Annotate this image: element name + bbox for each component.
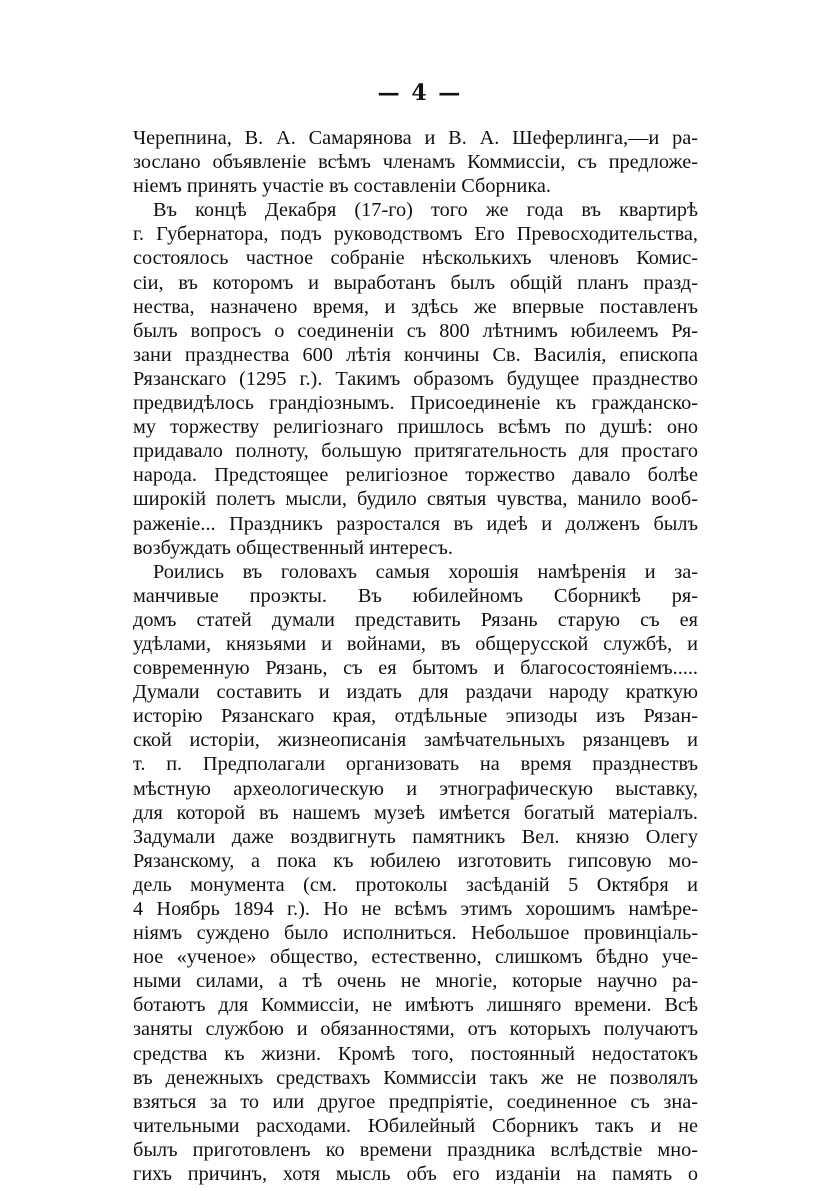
- text-line: Черепнина, В. А. Самарянова и В. А. Шеферлинга,—и ра-: [133, 127, 698, 149]
- text-line: средства къ жизни. Кромѣ того, постоянный недостатокъ: [133, 1042, 698, 1065]
- text-line: ской исторіи, жизнеописанія замѣчательныхъ рязанцевъ и: [133, 729, 698, 752]
- text-line: въ денежныхъ средствахъ Коммиссіи такъ же не позволялъ: [133, 1066, 698, 1089]
- text-line: зослано объявленіе всѣмъ членамъ Коммиссіи, съ предложе-: [133, 151, 698, 174]
- text-line: нества, назначено время, и здѣсь же впервые поставленъ: [133, 295, 698, 318]
- text-line: ными силами, а тѣ очень не многіе, которые научно ра-: [133, 970, 698, 993]
- text-line: ное «ученое» общество, естественно, слишкомъ бѣдно уче-: [133, 946, 698, 969]
- page-number: — 4 —: [377, 80, 463, 106]
- text-line: былъ вопросъ о соединеніи съ 800 лѣтнимъ юбилеемъ Ря-: [133, 319, 698, 342]
- text-line: исторію Рязанскаго края, отдѣльные эпизоды изъ Рязан-: [133, 705, 698, 728]
- text-line: манчивые проэкты. Въ юбилейномъ Сборникѣ ря-: [133, 584, 698, 607]
- text-line: Рязанскаго (1295 г.). Такимъ образомъ будущее празднество: [133, 367, 698, 390]
- text-line: гихъ причинъ, хотя мысль объ его изданіи на память о: [133, 1163, 698, 1186]
- text-line: современную Рязань, съ ея бытомъ и благосостояніемъ.....: [133, 657, 698, 680]
- text-line: Думали составить и издать для раздачи народу краткую: [133, 681, 698, 704]
- text-line: придавало полноту, большую притягательность для простаго: [133, 440, 698, 463]
- text-line: широкій полетъ мысли, будило святыя чувства, манило вооб-: [133, 488, 698, 511]
- text-line: ботаютъ для Коммиссіи, не имѣютъ лишняго времени. Всѣ: [133, 994, 698, 1017]
- text-line: му торжеству религіознаго пришлось всѣмъ по душѣ: оно: [133, 416, 698, 439]
- text-line: сіи, въ которомъ и выработанъ былъ общій планъ празд-: [133, 271, 698, 294]
- text-line: удѣлами, князьями и войнами, въ общерусской службѣ, и: [133, 632, 698, 655]
- text-line: раженіе... Праздникъ разростался въ идеѣ и долженъ былъ: [133, 512, 698, 535]
- text-line: 4 Ноябрь 1894 г.). Но не всѣмъ этимъ хорошимъ намѣре-: [133, 898, 698, 920]
- paragraph-start-line: Роились въ головахъ самыя хорошія намѣренія и за-: [153, 560, 698, 583]
- text-line: дель монумента (см. протоколы засѣданій 5 Октября и: [133, 873, 698, 896]
- text-line: взяться за то или другое предпріятіе, соединенное съ зна-: [133, 1090, 698, 1113]
- text-line: мѣстную археологическую и этнографическую выставку,: [133, 777, 698, 800]
- text-line: былъ приготовленъ ко времени праздника вслѣдствіе мно-: [133, 1138, 698, 1161]
- text-line: для которой въ нашемъ музеѣ имѣется богатый матеріалъ.: [133, 801, 698, 824]
- text-line: зани празднества 600 лѣтія кончины Св. Василія, епископа: [133, 343, 698, 366]
- text-line: т. п. Предполагали организовать на время празднествъ: [133, 753, 698, 776]
- paragraph-start-line: Въ концѣ Декабря (17-го) того же года въ квартирѣ: [153, 199, 698, 222]
- text-line: ніямъ суждено было исполниться. Небольшое провинціаль-: [133, 922, 698, 945]
- text-line: заняты службою и обязанностями, отъ которыхъ получаютъ: [133, 1018, 698, 1041]
- text-line: народа. Предстоящее религіозное торжество давало болѣе: [133, 464, 698, 487]
- text-line: возбуждать общественный интересъ.: [133, 536, 453, 559]
- text-line: домъ статей думали представить Рязань старую съ ея: [133, 608, 698, 631]
- text-line: предвидѣлось грандіознымъ. Присоединеніе къ гражданско-: [133, 392, 698, 415]
- text-line: ніемъ принять участіе въ составленіи Сборника.: [133, 175, 551, 198]
- text-line: состоялось частное собраніе нѣсколькихъ членовъ Комис-: [133, 247, 698, 270]
- text-line: чительными расходами. Юбилейный Сборникъ такъ и не: [133, 1114, 698, 1137]
- text-line: г. Губернатора, подъ руководствомъ Его Превосходительства,: [133, 223, 698, 246]
- body-text: [133, 126, 698, 1186]
- text-line: Задумали даже воздвигнуть памятникъ Вел. князю Олегу: [133, 825, 698, 848]
- text-line: Рязанскому, а пока къ юбилею изготовить гипсовую мо-: [133, 849, 698, 872]
